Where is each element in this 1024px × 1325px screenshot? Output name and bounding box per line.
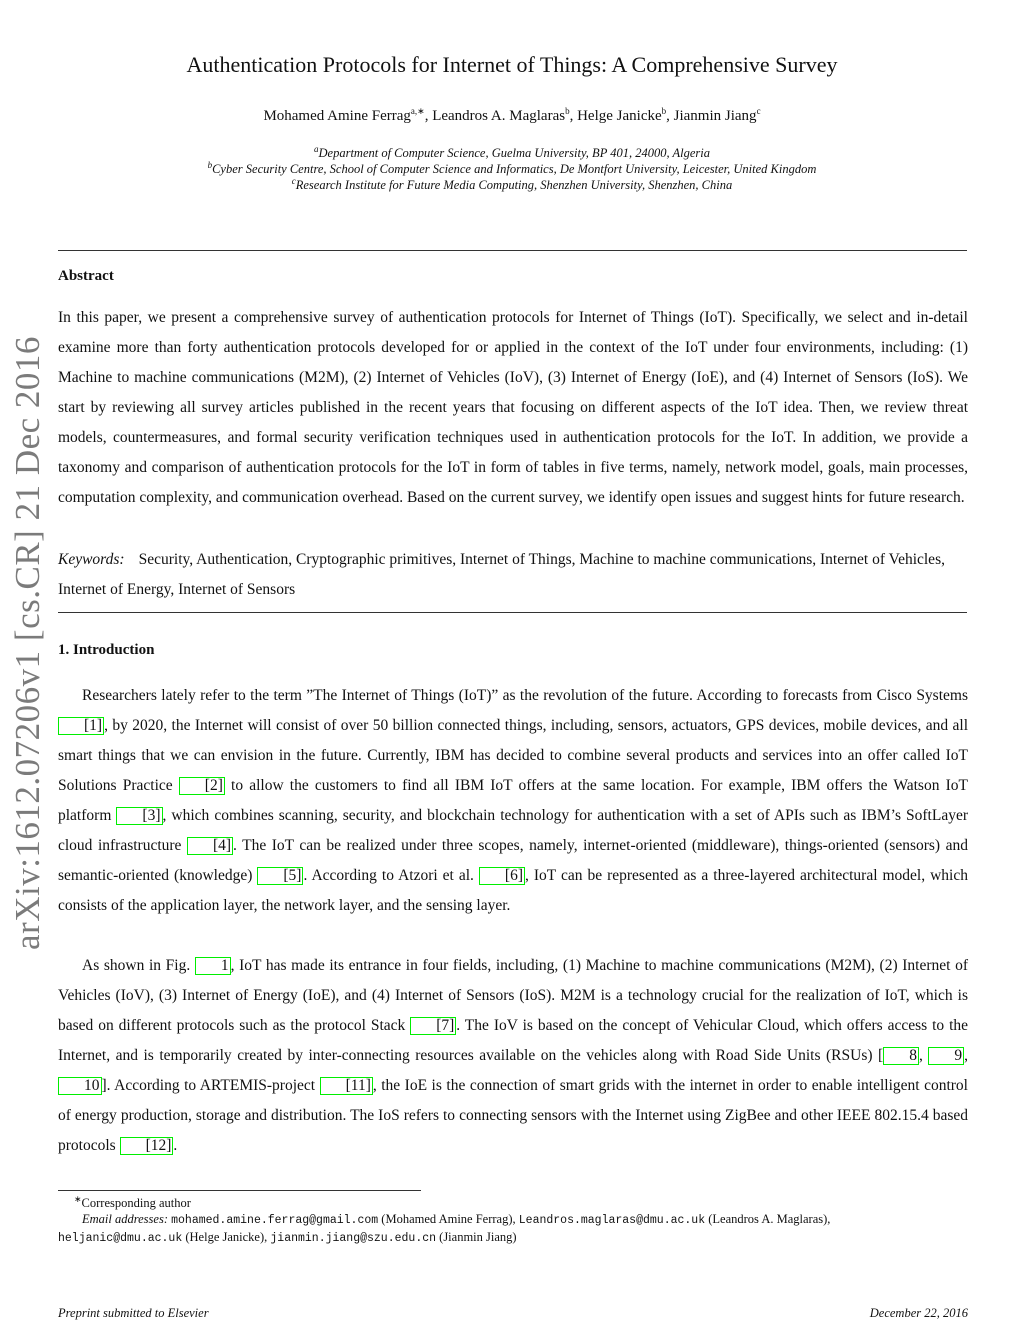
abstract-heading: Abstract [58,268,114,284]
text-run: to allow the customers to find all IBM IoT offers at the same location. For example, IBM offers the Watson IoT platform [58,777,968,824]
citation-link[interactable]: [4] [187,837,233,855]
citation-link[interactable]: [2] [179,777,225,795]
text-run: , IoT can be represented as a three-layered architectural model, which consists of the application layer, the network layer, and the sensing layer. [58,867,968,914]
email-owner: (Leandros A. Maglaras), [708,1212,831,1226]
text-run: , IoT has made its entrance in four fields, including, (1) Machine to machine communications (M2M), (2) Internet of Vehicles (IoV), (3) Internet of Energy (IoE), and (4) Internet of Sensors (IoS). M2M is a technology crucial for the realization of IoT, which is based on different protocols such as the protocol Stack [58,957,969,1034]
affiliation [0,145,1024,161]
author-superscript: a,∗ [410,106,425,116]
footer-date: December 22, 2016 [869,1306,968,1320]
citation-link[interactable]: 9 [928,1047,964,1065]
citation-link[interactable]: [5] [257,867,303,885]
footer-preprint-note: Preprint submitted to Elsevier [58,1306,209,1320]
affiliation-marker: c [291,175,296,186]
text-run: . The IoV is based on the concept of Vehicular Cloud, which offers access to the Internet, and is temporarily created by inter-connecting resources available on the vehicles along with Road Side Units (RSUs) [ [58,1017,968,1064]
figure-link[interactable]: 1 [195,957,231,975]
affiliation-marker: a [314,143,319,154]
divider [58,250,967,251]
intro-paragraph-1 [58,681,968,921]
keywords-label: Keywords: [58,551,125,568]
paper-title: Authentication Protocols for Internet of Things: A Comprehensive Survey [186,52,838,77]
text-run: Researchers lately refer to the term ”The Internet of Things (IoT)” as the revolution of the future. According to forecasts from Cisco Systems [82,687,968,704]
divider [58,612,967,613]
keywords [58,545,968,605]
citation-link[interactable]: [7] [410,1017,456,1035]
citation-link[interactable]: [1] [58,717,104,735]
author-name: Jianmin Jiang [673,108,757,124]
text-run: , the IoE is the connection of smart grids with the internet in order to enable intelligent control of energy production, storage and distribution. The IoS refers to connecting sensors with the Internet using ZigBee and other IEEE 802.15.4 based protocols [58,1077,968,1154]
affiliation-text: Research Institute for Future Media Computing, Shenzhen University, Shenzhen, China [295,178,733,192]
citation-link[interactable]: [12] [120,1137,174,1155]
affiliation [0,161,1024,177]
author-superscript: b [565,106,570,116]
corresponding-label: Corresponding author [81,1196,191,1210]
email-owner: (Mohamed Amine Ferrag), [381,1212,516,1226]
text-run: , [918,1047,929,1064]
email-owner: (Jianmin Jiang) [439,1230,517,1244]
text-run: , which combines scanning, security, and blockchain technology for authentication with a set of APIs such as IBM’s SoftLayer cloud infrastructure [58,807,968,854]
text-run: . The IoT can be realized under three scopes, namely, internet-oriented (middleware), things-oriented (sensors) and semantic-oriented (knowledge) [58,837,968,884]
affiliation-text: Cyber Security Centre, School of Computer Science and Informatics, De Montfort University, Leicester, United Kingdom [212,162,817,176]
email-link[interactable]: mohamed.amine.ferrag@gmail.com [171,1214,379,1227]
citation-link[interactable]: [11] [320,1077,373,1095]
arxiv-identifier[interactable]: arXiv:1612.07206v1 [cs.CR] 21 Dec 2016 [8,336,47,950]
email-link[interactable]: Leandros.maglaras@dmu.ac.uk [518,1214,706,1227]
text-run: As shown in Fig. [82,957,195,974]
author-name: Helge Janicke [577,108,662,124]
affiliations [0,145,1024,193]
corresponding-author-note [58,1195,968,1211]
citation-link[interactable]: 10 [58,1077,102,1095]
email-link[interactable]: heljanic@dmu.ac.uk [58,1232,183,1245]
introduction-heading: 1. Introduction [58,642,155,658]
author-superscript: b [661,106,667,116]
footnote-divider [58,1190,421,1191]
citation-link[interactable]: [3] [116,807,162,825]
author-name: Leandros A. Maglaras [432,108,566,124]
email-link[interactable]: jianmin.jiang@szu.edu.cn [270,1232,437,1245]
author-superscript: c [756,106,761,116]
abstract-text: In this paper, we present a comprehensive survey of authentication protocols for Internet of Things (IoT). Specifically, we select and in-detail examine more than forty authentication protocols developed for or applied in the context of the IoT under four environments, including: (1) Machine to machine communications (M2M), (2) Internet of Vehicles (IoV), (3) Internet of Energy (IoE), and (4) Internet of Sensors (IoS). We start by reviewing all survey articles published in the recent years that focusing on different aspects of the IoT idea. Then, we review threat models, countermeasures, and formal security verification techniques used in authentication protocols for the IoT. In addition, we provide a taxonomy and comparison of authentication protocols for the IoT in form of tables in five terms, namely, network model, goals, main processes, computation complexity, and communication overhead. Based on the current survey, we identify open issues and suggest hints for future research. [58,309,968,506]
keywords-text: Security, Authentication, Cryptographic primitives, Internet of Things, Machine to machine communications, Internet of Vehicles, Internet of Energy, Internet of Sensors [58,551,945,598]
affiliation-text: Department of Computer Science, Guelma University, BP 401, 24000, Algeria [318,146,710,160]
text-run: , [964,1047,968,1064]
footnotes [58,1195,968,1247]
author-list: Mohamed Amine Ferrag$^{a,∗}$, Leandros A. Maglaras$^b$, Helge Janicke$^b$, Jianmin Jiang$^c$ [263,106,761,124]
footnote-marker: ∗ [74,1193,82,1204]
affiliation [0,177,1024,193]
intro-paragraph-2 [58,951,968,1161]
affiliation-marker: b [207,159,213,170]
citation-link[interactable]: 8 [883,1047,919,1065]
email-addresses-cont [58,1229,968,1247]
email-owner: (Helge Janicke), [185,1230,268,1244]
text-run: . [173,1137,178,1154]
author-name: Mohamed Amine Ferrag [263,108,411,124]
text-run: . According to Atzori et al. [303,867,479,884]
email-label: Email addresses: [82,1212,168,1226]
citation-link[interactable]: [6] [479,867,525,885]
text-run: , by 2020, the Internet will consist of over 50 billion connected things, including, sensors, actuators, GPS devices, mobile devices, and all smart things that we can envision in the future. Currently, IBM has decided to combine several products and services into an offer called IoT Solutions Practice [58,717,968,794]
text-run: ]. According to ARTEMIS-project [101,1077,320,1094]
email-addresses [58,1211,968,1229]
